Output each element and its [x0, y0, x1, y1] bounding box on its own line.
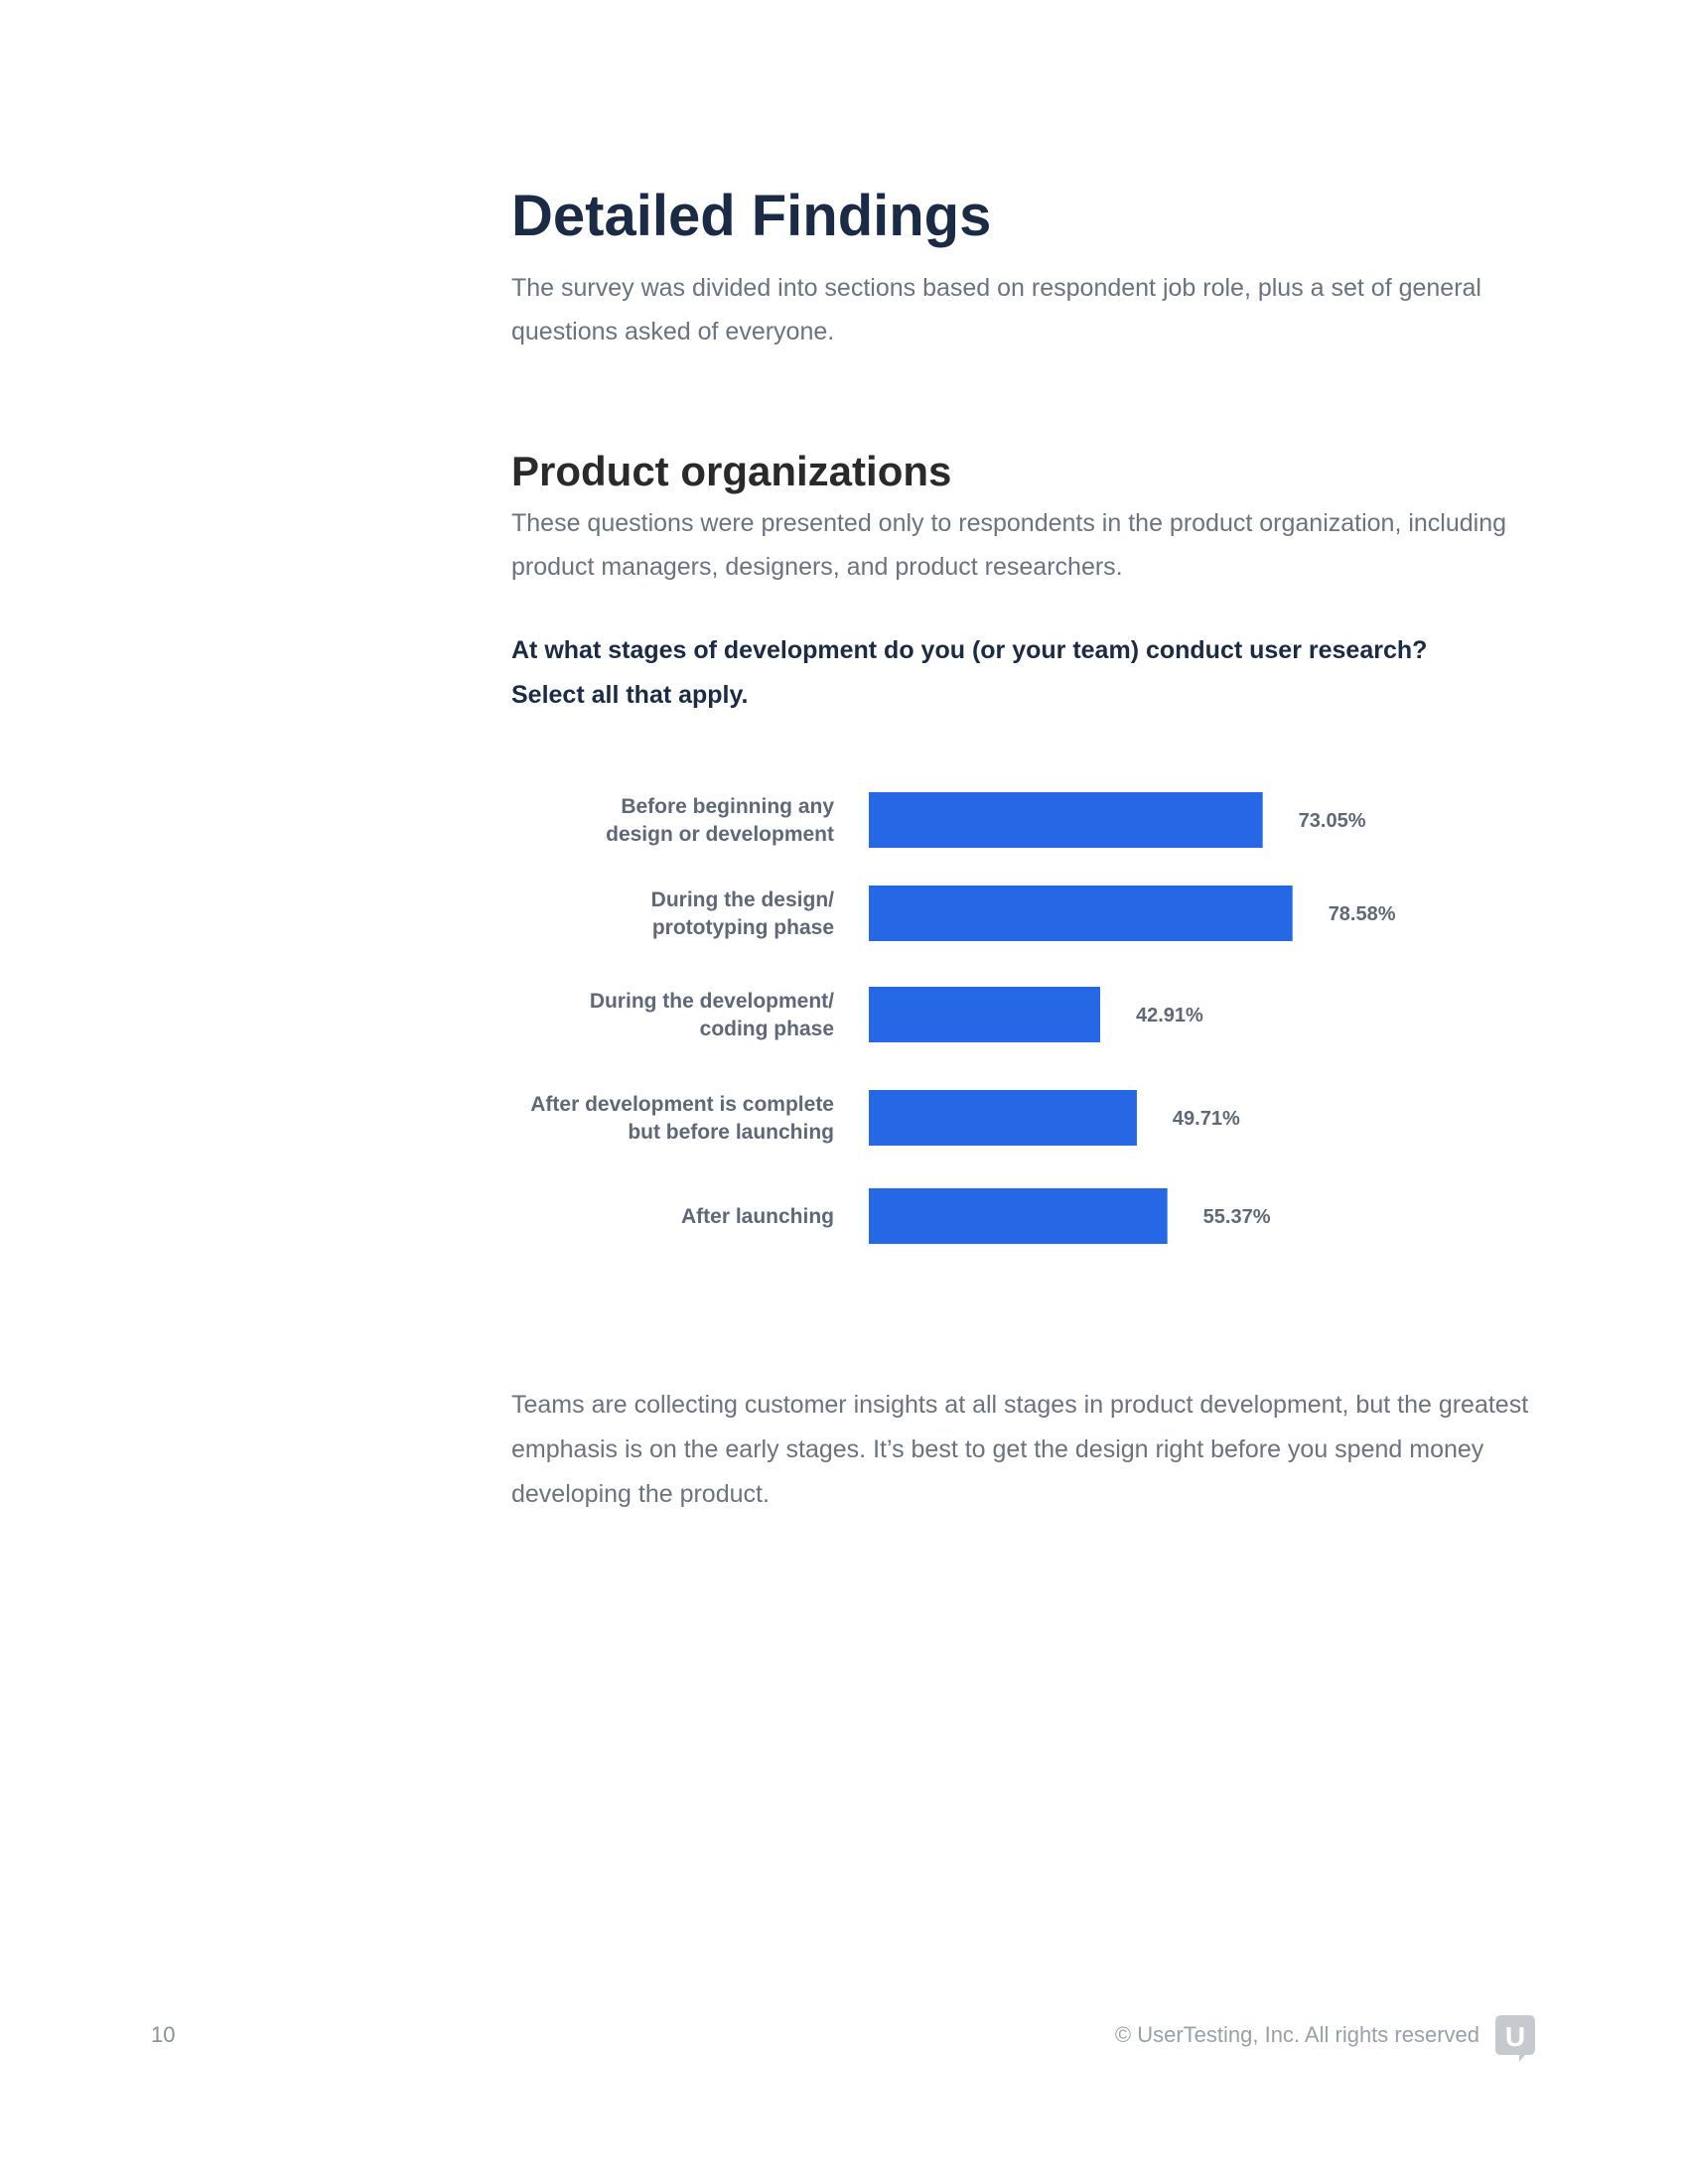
copyright-notice: © UserTesting, Inc. All rights reserved	[1114, 2022, 1479, 2047]
bar	[869, 886, 1293, 941]
takeaway-paragraph: Teams are collecting customer insights at all stages in product development, but the greatest emphasis is on the early stages. It’s best to get the design right before you spend money developing the product.	[511, 1391, 1529, 1508]
category-label	[651, 888, 835, 939]
value-label: 55.37%	[1202, 1206, 1271, 1228]
intro-paragraph: The survey was divided into sections based on respondent job role, plus a set of general questions asked of everyone.	[511, 274, 1481, 345]
research-stages-bar-chart	[511, 784, 1504, 1281]
value-label: 73.05%	[1298, 810, 1366, 832]
bar-chart-svg	[511, 784, 1504, 1281]
page-number: 10	[151, 2022, 176, 2047]
category-label-line: coding phase	[699, 1018, 834, 1040]
bar	[869, 1090, 1137, 1146]
category-label-line: design or development	[606, 823, 834, 846]
category-label-line: but before launching	[628, 1121, 834, 1144]
bar	[869, 987, 1100, 1042]
category-label-line: After development is complete	[530, 1093, 834, 1116]
category-label	[681, 1205, 834, 1228]
usertesting-logo-icon	[1495, 2015, 1535, 2063]
category-label	[606, 795, 834, 846]
logo-letter: U	[1504, 2021, 1526, 2052]
bar	[869, 792, 1263, 848]
category-label-line: During the design/	[650, 888, 834, 911]
main-content	[511, 179, 1544, 718]
survey-question-line: At what stages of development do you (or your team) conduct user research?	[511, 636, 1428, 664]
category-label	[590, 990, 834, 1040]
category-label-line: prototyping phase	[651, 916, 834, 939]
section-title: Product organizations	[511, 448, 952, 494]
value-label: 78.58%	[1328, 903, 1396, 925]
category-label	[530, 1093, 834, 1144]
page-title: Detailed Findings	[511, 184, 992, 248]
survey-question	[511, 628, 1544, 718]
value-label: 49.71%	[1172, 1108, 1240, 1130]
section-description: These questions were presented only to respondents in the product organization, including product managers, designers, and product researchers.	[511, 509, 1507, 581]
bar	[869, 1188, 1168, 1244]
category-label-line: Before beginning any	[621, 795, 834, 818]
category-label-line: After launching	[680, 1205, 834, 1228]
category-label-line: During the development/	[589, 990, 834, 1013]
survey-question-instruction: Select all that apply.	[511, 681, 749, 709]
value-label: 42.91%	[1136, 1005, 1203, 1026]
